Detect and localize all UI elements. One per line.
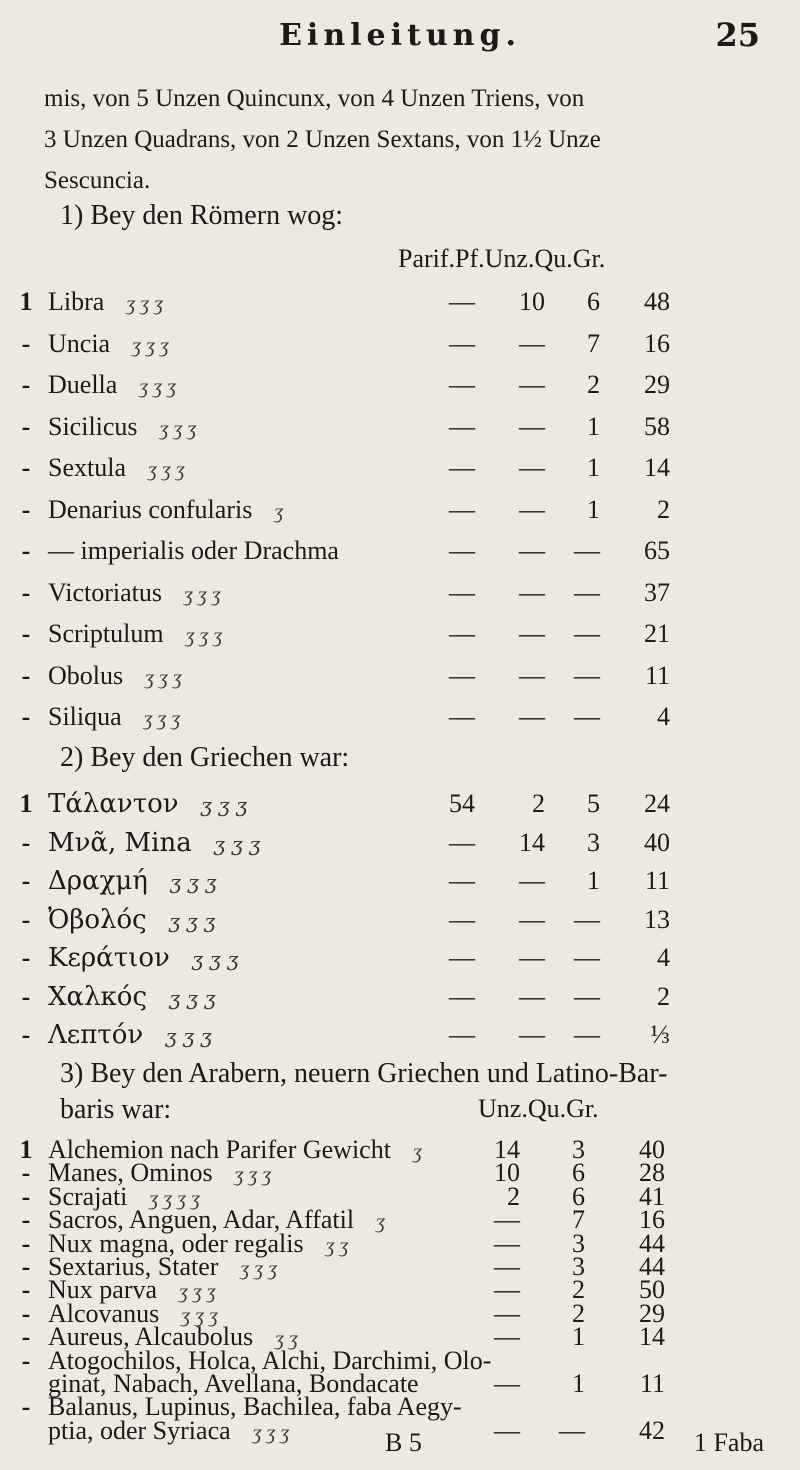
cell-c1: 10 <box>494 1158 520 1188</box>
cell-c2: 10 <box>519 287 545 316</box>
cell-c2: — <box>519 981 545 1011</box>
table-row <box>0 697 800 737</box>
cell-c2: 2 <box>572 1275 585 1305</box>
row-label-text: Χαλκός <box>48 981 148 1012</box>
table-row <box>0 861 800 901</box>
table-row <box>0 784 800 824</box>
cell-c1: — <box>449 370 475 399</box>
row-marker: - <box>21 494 31 524</box>
ditto-marks: ʒ <box>274 500 284 523</box>
ditto-marks: ʒ ʒ <box>325 1234 349 1257</box>
cell-c2: — <box>519 702 545 731</box>
cell-c1: — <box>449 494 475 524</box>
ditto-marks: ʒ ʒ ʒ <box>169 870 217 894</box>
cell-c2: — <box>519 453 545 482</box>
cell-c1: — <box>449 866 475 895</box>
cell-c3: — <box>574 536 600 565</box>
cell-c4: 2 <box>657 494 670 524</box>
cell-c3: — <box>574 943 600 972</box>
cell-c2: — <box>519 619 545 648</box>
ditto-marks: ʒ ʒ ʒ <box>139 376 176 398</box>
ditto-marks: ʒ ʒ ʒ <box>132 334 169 357</box>
cell-c2: — <box>519 660 545 690</box>
section-1-heading: 1) Bey den Römern wog: <box>60 200 344 231</box>
cell-c3: 5 <box>587 789 600 818</box>
row-marker: - <box>21 328 31 358</box>
cell-c1: — <box>449 943 475 972</box>
ditto-marks: ʒ ʒ ʒ <box>240 1258 278 1280</box>
section-1-column-header: Parif.Pf.Unz.Qu.Gr. <box>398 244 606 273</box>
cell-c1: — <box>449 660 475 690</box>
cell-c4: 58 <box>644 411 670 441</box>
row-marker: - <box>21 1298 31 1328</box>
row-label-text: Nux parva <box>48 1275 158 1305</box>
cell-c3: — <box>574 702 600 731</box>
cell-c4: 11 <box>644 660 670 690</box>
ditto-marks: ʒ ʒ ʒ <box>252 1421 290 1444</box>
table-row <box>0 282 800 322</box>
cell-c2: — <box>519 328 545 358</box>
row-label-text: Denarius confularis <box>48 494 253 524</box>
row-label <box>48 938 238 979</box>
cell-c3: — <box>574 981 600 1011</box>
cell-c4: 13 <box>644 904 670 934</box>
row-marker: - <box>21 660 31 690</box>
cell-c3: — <box>574 619 600 648</box>
table-row <box>0 324 800 364</box>
cell-c3: 7 <box>587 328 600 358</box>
table-row <box>0 938 800 978</box>
cell-c3: 40 <box>639 1135 665 1164</box>
signature-mark: B 5 <box>385 1428 422 1457</box>
row-label-text: Ὀβολός <box>48 904 147 935</box>
cell-c1: — <box>449 981 475 1011</box>
cell-c1: — <box>494 1275 520 1305</box>
table-row <box>0 531 800 571</box>
cell-c3: 42 <box>639 1415 665 1445</box>
section-3-heading-line1: 3) Bey den Arabern, neuern Griechen und Latino-Bar- <box>60 1058 668 1089</box>
cell-c2: 6 <box>572 1158 585 1188</box>
row-marker: - <box>21 1228 31 1258</box>
cell-c1: — <box>449 411 475 441</box>
row-marker: - <box>21 904 31 934</box>
running-title: Einleitung. <box>279 18 521 53</box>
row-label-text: Τάλαντον <box>48 789 179 819</box>
cell-c2: — <box>519 904 545 934</box>
cell-c2: 3 <box>572 1135 585 1164</box>
row-label-text: Sacros, Anguen, Adar, Affatil <box>48 1205 355 1235</box>
ditto-marks: ʒ ʒ ʒ <box>181 1304 218 1327</box>
cell-c3: 44 <box>639 1228 665 1258</box>
row-marker: - <box>21 1392 31 1422</box>
row-label-text: Aureus, Alcaubolus <box>48 1322 254 1352</box>
cell-c1: — <box>449 702 475 731</box>
cell-c3: 1 <box>587 453 600 482</box>
cell-c1: 54 <box>449 789 475 818</box>
table-row <box>0 656 800 696</box>
cell-c3: — <box>574 577 600 607</box>
cell-c4: ⅓ <box>650 1020 670 1049</box>
cell-c1: — <box>449 619 475 648</box>
row-marker: - <box>21 943 31 972</box>
row-label <box>48 656 182 698</box>
section-2-heading: 2) Bey den Griechen war: <box>60 742 350 773</box>
row-marker: - <box>21 827 31 857</box>
cell-c2: — <box>519 943 545 972</box>
cell-c1: — <box>449 328 475 358</box>
page-number: 25 <box>715 16 760 54</box>
row-label <box>48 324 169 366</box>
cell-c1: — <box>449 1020 475 1049</box>
ditto-marks: ʒ ʒ ʒ ʒ <box>149 1187 200 1210</box>
cell-c2: — <box>519 494 545 524</box>
cell-c2: — <box>519 577 545 607</box>
cell-c4: 11 <box>644 866 670 895</box>
row-label-text: Sicilicus <box>48 411 138 441</box>
table-row <box>0 490 800 530</box>
row-label <box>48 1015 212 1056</box>
row-label <box>48 697 180 739</box>
cell-c2: — <box>519 370 545 399</box>
cell-c1: — <box>449 904 475 934</box>
row-label-text: — imperialis oder Drachma <box>48 536 339 565</box>
row-label <box>48 784 247 825</box>
row-label <box>48 282 163 324</box>
row-marker: - <box>21 1275 31 1305</box>
row-label-text: Sextarius, Stater <box>48 1252 219 1281</box>
row-label-text: Nux magna, oder regalis <box>48 1228 304 1258</box>
cell-c2: 3 <box>572 1252 585 1281</box>
page-header <box>0 12 800 56</box>
row-marker: - <box>21 981 31 1011</box>
row-marker: - <box>21 1252 31 1281</box>
row-label-text: Alcovanus <box>48 1298 160 1328</box>
table-row <box>0 614 800 654</box>
row-marker: - <box>21 1322 31 1352</box>
cell-c2: — <box>519 866 545 895</box>
cell-c2: 2 <box>572 1298 585 1328</box>
row-marker: - <box>21 577 31 607</box>
cell-c2: 6 <box>572 1181 585 1211</box>
ditto-marks: ʒ ʒ ʒ <box>191 947 239 971</box>
row-marker: - <box>21 866 31 895</box>
row-label-text: Manes, Ominos <box>48 1158 213 1188</box>
ditto-marks: ʒ ʒ ʒ <box>185 625 223 647</box>
cell-c1: — <box>494 1322 520 1352</box>
row-label-text: Μνᾶ, Mina <box>48 827 192 858</box>
ditto-marks: ʒ ʒ ʒ <box>179 1281 216 1304</box>
row-label-text: ginat, Nabach, Avellana, Bondacate <box>48 1369 419 1398</box>
cell-c2: — <box>559 1415 585 1445</box>
cell-c3: 50 <box>639 1275 665 1305</box>
row-label-text: Uncia <box>48 328 111 358</box>
row-label-text: ptia, oder Syriaca <box>48 1415 231 1445</box>
row-marker: - <box>21 536 31 565</box>
intro-line: Sescuncia. <box>44 167 151 194</box>
cell-c3: 44 <box>639 1252 665 1281</box>
row-label-text: Sextula <box>48 453 126 482</box>
cell-c4: 29 <box>644 370 670 399</box>
row-marker: 1 <box>19 1135 33 1164</box>
cell-c3: 41 <box>639 1181 665 1211</box>
cell-c1: — <box>449 827 475 857</box>
cell-c3: 2 <box>587 370 600 399</box>
ditto-marks: ʒ <box>376 1211 385 1234</box>
ditto-marks: ʒ ʒ <box>275 1328 298 1351</box>
page-footer <box>0 1428 800 1468</box>
row-label-text: Alchemion nach Parifer Gewicht <box>48 1135 391 1164</box>
row-marker: - <box>21 702 31 731</box>
row-label <box>48 407 196 449</box>
row-label-text: Atogochilos, Holca, Alchi, Darchimi, Olo- <box>48 1345 492 1375</box>
table-row <box>0 900 800 940</box>
cell-c3: 16 <box>639 1205 665 1235</box>
ditto-marks: ʒ ʒ ʒ <box>213 831 261 856</box>
cell-c3: 6 <box>587 287 600 316</box>
row-marker: - <box>21 370 31 399</box>
row-marker: - <box>21 1020 31 1049</box>
row-label-text: Siliqua <box>48 702 122 731</box>
row-marker: - <box>21 1181 31 1211</box>
ditto-marks: ʒ ʒ ʒ <box>145 666 182 689</box>
row-marker: - <box>21 1345 31 1375</box>
row-label <box>48 573 221 615</box>
table-row <box>0 407 800 447</box>
cell-c3: 29 <box>639 1298 665 1328</box>
cell-c4: 14 <box>644 453 670 482</box>
table-row <box>0 823 800 863</box>
table-row <box>0 365 800 405</box>
cell-c1: — <box>494 1298 520 1328</box>
row-label-text: Scriptulum <box>48 619 164 648</box>
cell-c4: 24 <box>644 789 670 818</box>
cell-c2: 3 <box>572 1228 585 1258</box>
row-marker: - <box>21 1205 31 1235</box>
cell-c2: — <box>519 411 545 441</box>
cell-c1: — <box>494 1415 520 1445</box>
cell-c3: 11 <box>639 1369 665 1398</box>
cell-c2: 7 <box>572 1205 585 1235</box>
cell-c4: 40 <box>644 827 670 857</box>
cell-c2: 14 <box>519 827 545 857</box>
cell-c3: — <box>574 1020 600 1049</box>
cell-c2: 2 <box>532 789 545 818</box>
table-row <box>0 1015 800 1055</box>
cell-c2: — <box>519 536 545 565</box>
row-label <box>48 365 176 407</box>
ditto-marks: ʒ ʒ ʒ <box>126 293 163 315</box>
cell-c1: — <box>494 1228 520 1258</box>
row-label-text: Duella <box>48 370 118 399</box>
ditto-marks: ʒ ʒ ʒ <box>200 793 248 817</box>
ditto-marks: ʒ ʒ ʒ <box>148 459 185 481</box>
cell-c3: 28 <box>639 1158 665 1188</box>
cell-c4: 4 <box>657 702 670 731</box>
cell-c4: 65 <box>644 536 670 565</box>
ditto-marks: ʒ ʒ ʒ <box>165 1024 212 1048</box>
row-label <box>48 448 185 490</box>
row-label <box>48 861 216 902</box>
cell-c1: — <box>494 1252 520 1281</box>
cell-c1: — <box>449 536 475 565</box>
ditto-marks: ʒ ʒ ʒ <box>169 985 216 1010</box>
row-label-text: Libra <box>48 287 105 316</box>
cell-c3: 1 <box>587 866 600 895</box>
cell-c4: 16 <box>644 328 670 358</box>
cell-c3: 3 <box>587 827 600 857</box>
row-label-text: Scrajati <box>48 1181 128 1211</box>
intro-line: mis, von 5 Unzen Quincunx, von 4 Unzen Triens, von <box>44 85 585 112</box>
cell-c3: 14 <box>639 1322 665 1352</box>
row-marker: 1 <box>19 287 33 316</box>
cell-c4: 2 <box>657 981 670 1011</box>
row-label-text: Balanus, Lupinus, Bachilea, faba Aegy- <box>48 1392 462 1422</box>
cell-c3: — <box>574 904 600 934</box>
cell-c2: 1 <box>572 1322 585 1352</box>
cell-c3: 1 <box>587 411 600 441</box>
ditto-marks: ʒ ʒ ʒ <box>159 417 197 440</box>
row-label <box>48 490 283 532</box>
row-label <box>48 614 222 656</box>
row-marker: - <box>21 411 31 441</box>
ditto-marks: ʒ <box>412 1141 422 1163</box>
row-label-text: Obolus <box>48 660 124 690</box>
table-row <box>0 573 800 613</box>
cell-c2: 1 <box>572 1369 585 1398</box>
cell-c2: — <box>519 1020 545 1049</box>
table-row <box>0 977 800 1017</box>
cell-c4: 37 <box>644 577 670 607</box>
cell-c1: — <box>494 1369 520 1398</box>
cell-c3: — <box>574 660 600 690</box>
row-label <box>48 977 216 1018</box>
row-label-text: Victoriatus <box>48 577 162 607</box>
row-label-text: Κεράτιον <box>48 943 170 973</box>
ditto-marks: ʒ ʒ ʒ <box>168 908 216 933</box>
row-label-text: Λεπτόν <box>48 1020 144 1050</box>
ditto-marks: ʒ ʒ ʒ <box>234 1164 272 1187</box>
cell-c1: — <box>494 1205 520 1235</box>
row-label <box>48 900 215 941</box>
row-label <box>48 531 361 573</box>
section-3-heading-line2: baris war: <box>60 1094 172 1125</box>
row-label-text: Δραχμή <box>48 866 148 896</box>
row-marker: - <box>21 1158 31 1188</box>
cell-c1: — <box>449 577 475 607</box>
ditto-marks: ʒ ʒ ʒ <box>143 708 181 730</box>
cell-c1: 14 <box>494 1135 520 1164</box>
table-row <box>0 448 800 488</box>
cell-c1: — <box>449 287 475 316</box>
intro-line: 3 Unzen Quadrans, von 2 Unzen Sextans, von 1½ Unze <box>44 126 601 153</box>
row-marker: - <box>21 453 31 482</box>
cell-c1: 2 <box>507 1181 520 1211</box>
cell-c1: — <box>449 453 475 482</box>
row-marker: - <box>21 619 31 648</box>
cell-c4: 4 <box>657 943 670 972</box>
ditto-marks: ʒ ʒ ʒ <box>183 583 221 606</box>
row-marker: 1 <box>19 789 33 818</box>
section-3-column-header: Unz.Qu.Gr. <box>478 1094 599 1123</box>
intro-paragraph <box>44 78 764 201</box>
cell-c4: 21 <box>644 619 670 648</box>
cell-c3: 1 <box>587 494 600 524</box>
catchword: 1 Faba <box>693 1428 764 1457</box>
row-label <box>48 823 260 864</box>
cell-c4: 48 <box>644 287 670 316</box>
